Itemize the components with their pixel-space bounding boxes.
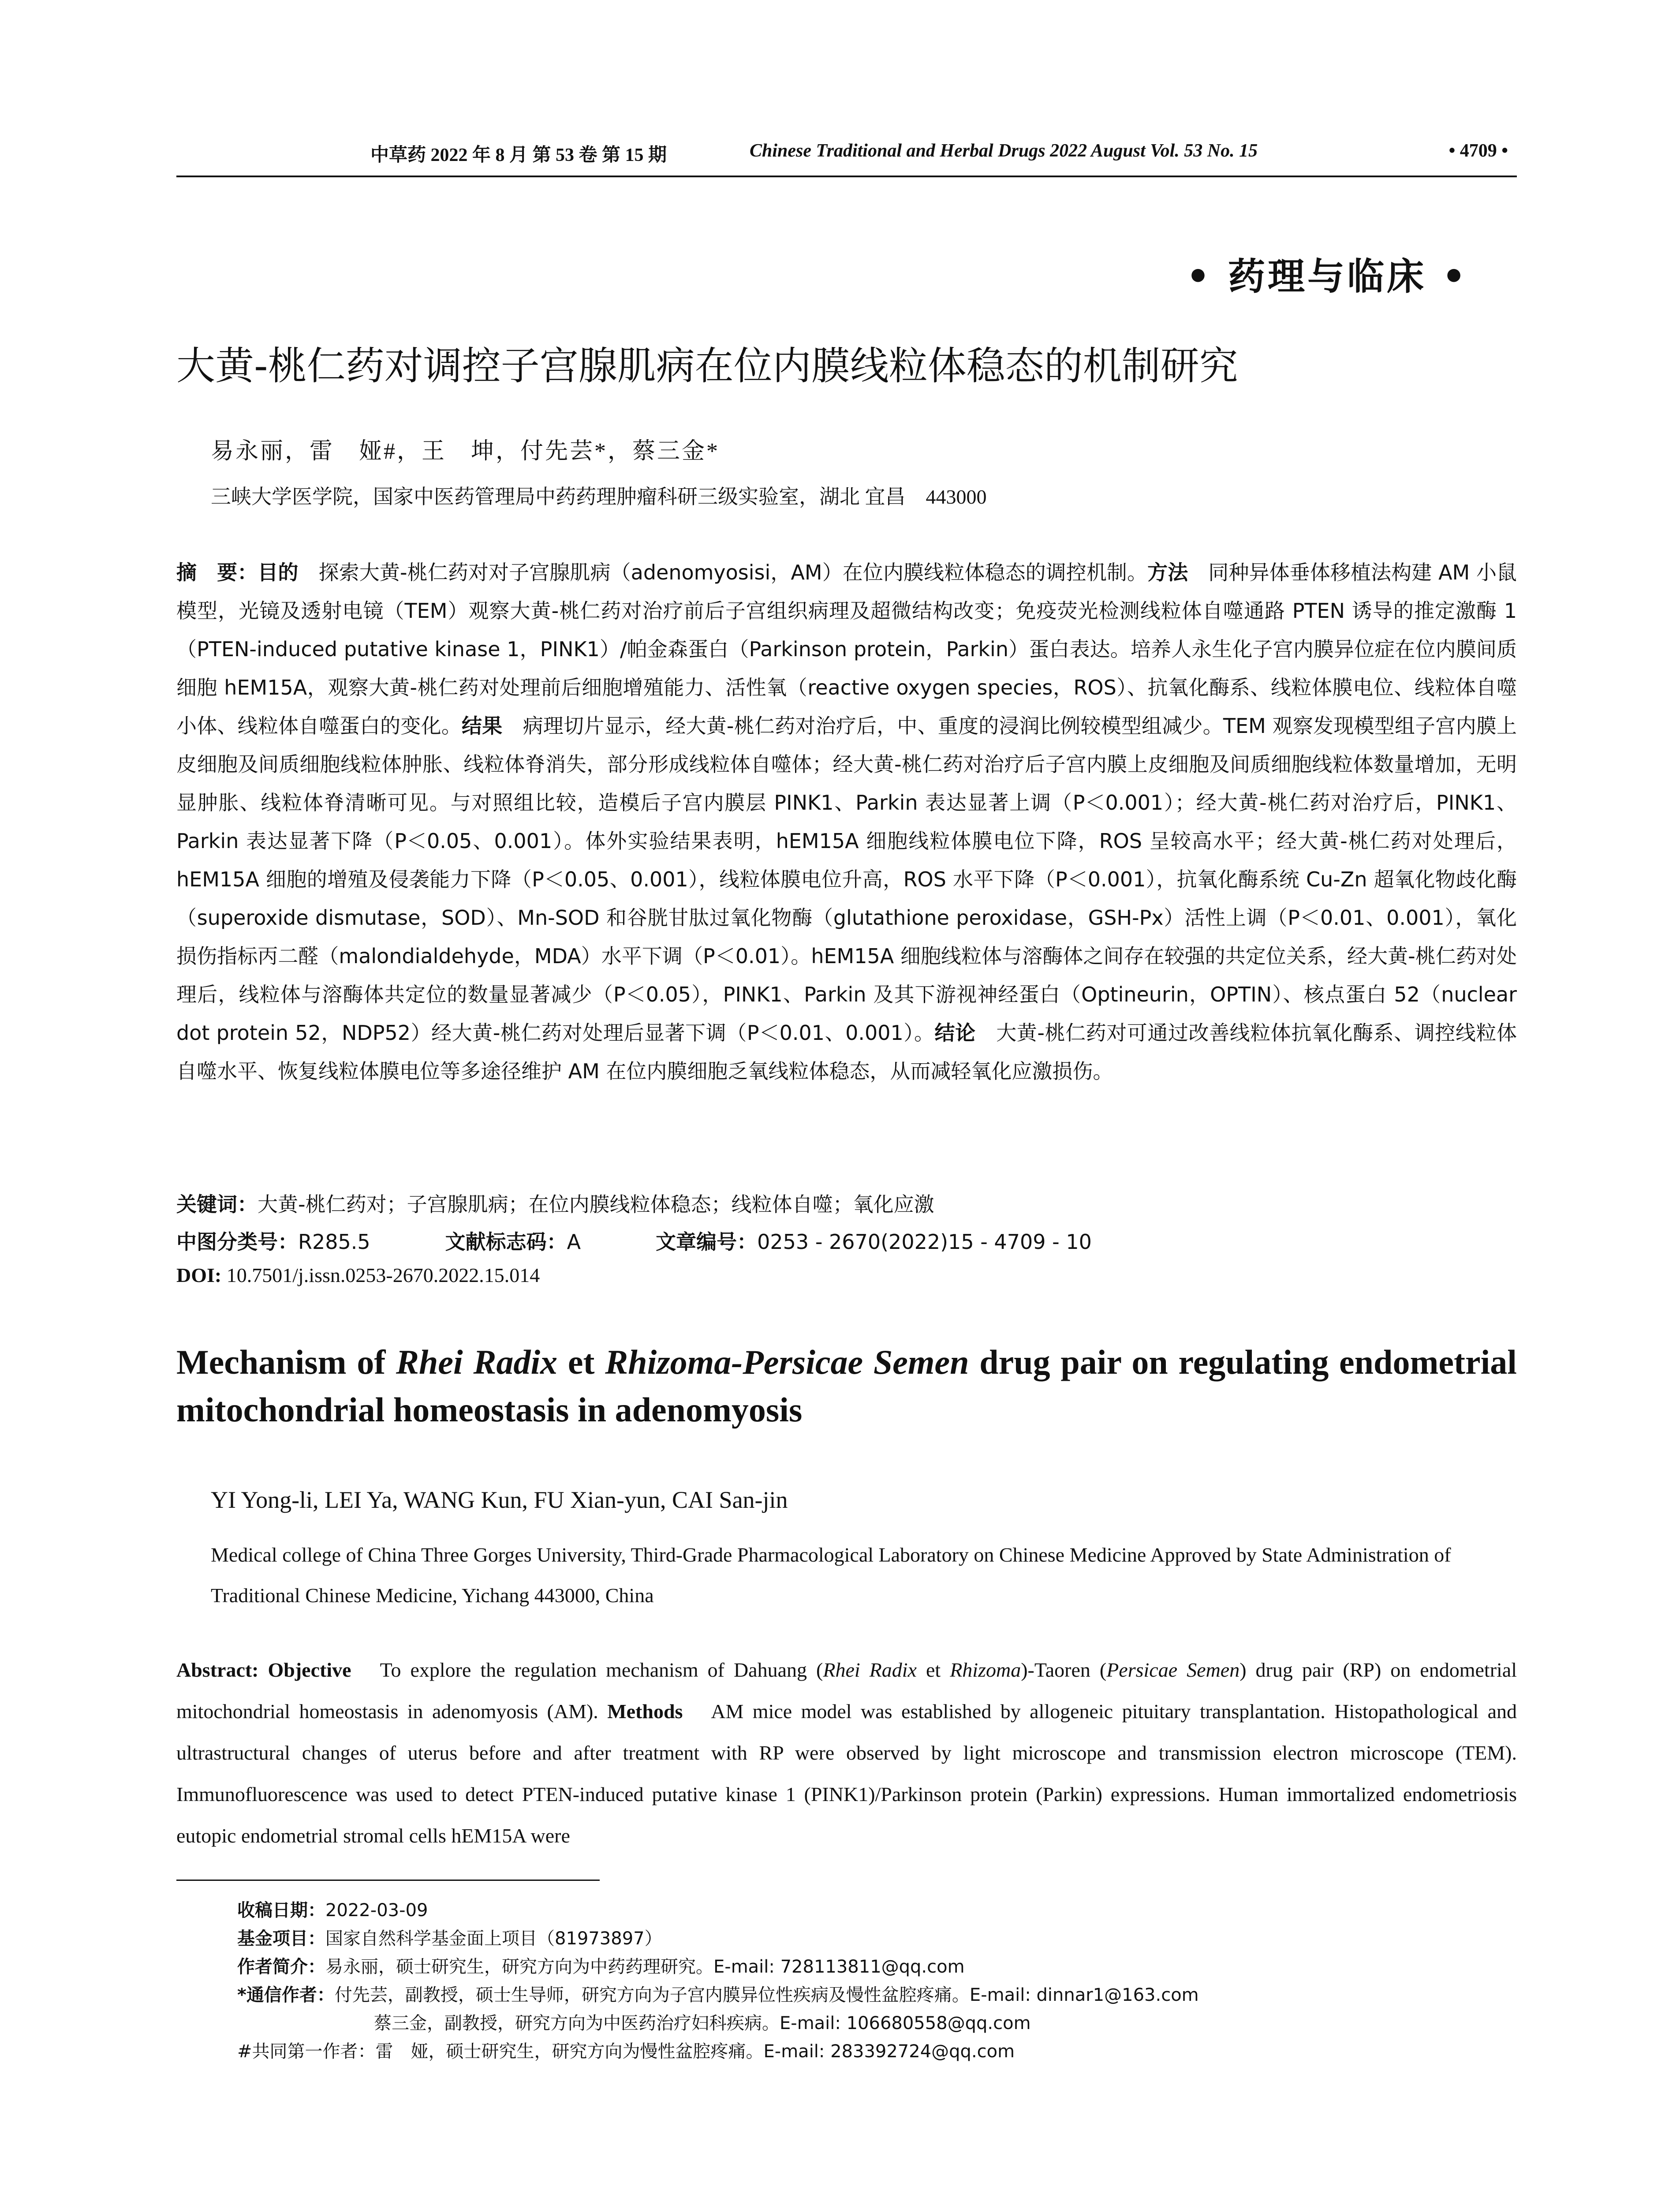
abstract-en-italic2: Rhizoma xyxy=(950,1659,1021,1681)
received-date: 2022-03-09 xyxy=(325,1900,428,1921)
fund-text: 国家自然科学基金面上项目（81973897） xyxy=(325,1928,662,1949)
classification-line xyxy=(176,1226,1092,1255)
header-divider xyxy=(176,176,1517,177)
issue-cn: 2022 年 8 月 第 53 卷 第 15 期 xyxy=(430,145,667,165)
footnotes xyxy=(237,1896,1516,2066)
section-label: • 药理与临床 • xyxy=(1186,254,1468,298)
conclusion-text-cn: 大黄-桃仁药对可通过改善线粒体抗氧化酶系、调控线粒体自噬水平、恢复线粒体膜电位等多途径维护 AM 在位内膜细胞乏氧线粒体稳态，从而减轻氧化应激损伤。 xyxy=(176,1021,1517,1083)
title-en-part2: et xyxy=(557,1343,605,1381)
journal-name-en: Chinese Traditional and Herbal Drugs 2022 August Vol. 53 No. 15 xyxy=(750,141,1258,161)
received-label: 收稿日期： xyxy=(237,1900,325,1921)
page-number: • 4709 • xyxy=(1449,141,1508,161)
abstract-label-cn: 摘 要： xyxy=(176,561,258,584)
clc-value: R285.5 xyxy=(298,1230,370,1254)
title-en-italic2: Rhizoma-Persicae Semen xyxy=(605,1343,969,1381)
abstract-en-text1: To explore the regulation mechanism of Dahuang ( xyxy=(351,1659,823,1681)
objective-label-cn: 目的 xyxy=(258,561,299,584)
doi-label: DOI: xyxy=(176,1264,222,1286)
conclusion-label-cn: 结论 xyxy=(934,1021,976,1045)
methods-text-cn: 同种异体垂体移植法构建 AM 小鼠模型，光镜及透射电镜（TEM）观察大黄-桃仁药对治疗前后子宫组织病理及超微结构改变；免疫荧光检测线粒体自噬通路 PTEN 诱导的推定激酶 1（PTEN-induced putative kinase 1，PINK1）/帕金森蛋白（Parkinson protein，Parkin）蛋白表达。培养人永生化子宫内膜异位症在位内膜间质细胞 hEM15A，观察大黄-桃仁药对处理前后细胞增殖能力、活性氧（reactive oxygen species，ROS）、抗氧化酶系、线粒体膜电位、线粒体自噬小体、线粒体自噬蛋白的变化。 xyxy=(176,561,1517,738)
journal-title-cn: 中草药 xyxy=(370,145,426,165)
running-header xyxy=(176,140,1517,167)
corresponding-author-2: 蔡三金，副教授，研究方向为中医药治疗妇科疾病。E-mail: 106680558@qq.com xyxy=(374,2013,1031,2033)
keywords-text: 大黄-桃仁药对；子宫腺肌病；在位内膜线粒体稳态；线粒体自噬；氧化应激 xyxy=(258,1192,934,1216)
abstract-cn xyxy=(176,553,1517,1091)
results-label-cn: 结果 xyxy=(462,714,503,738)
abstract-en-italic1: Rhei Radix xyxy=(823,1659,917,1681)
abstract-en-italic3: Persicae Semen xyxy=(1106,1659,1240,1681)
abstract-en-text5: AM mice model was established by allogeneic pituitary transplantation. Histopathological and ultrastructural changes of uterus before and after treatment with RP were observed by light microscope and transmission electron microscope (TEM). Immunofluorescence was used to detect PTEN-induced putative kinase 1 (PINK1)/Parkinson protein (Parkin) expressions. Human immortalized endometriosis eutopic endometrial stromal cells hEM15A were xyxy=(176,1700,1517,1847)
keywords-label: 关键词： xyxy=(176,1192,258,1216)
abstract-en-text4: ) drug pair (RP) on endometrial mitochondrial homeostasis in adenomyosis (AM). xyxy=(176,1659,1517,1723)
footnote-received xyxy=(237,1896,1516,1925)
doc-code-value: A xyxy=(567,1230,581,1254)
doi-value[interactable]: 10.7501/j.issn.0253-2670.2022.15.014 xyxy=(226,1264,540,1286)
cofirst-author-text: #共同第一作者：雷 娅，硕士研究生，研究方向为慢性盆腔疼痛。E-mail: 283392724@qq.com xyxy=(237,2041,1015,2062)
title-en-part1: Mechanism of xyxy=(176,1343,396,1381)
footnote-cofirst xyxy=(237,2037,1516,2066)
authors-cn: 易永丽，雷 娅#，王 坤，付先芸*，蔡三金* xyxy=(211,439,720,464)
methods-label-cn: 方法 xyxy=(1147,561,1188,584)
corresponding-author-1: 付先芸，副教授，硕士生导师，研究方向为子宫内膜异位性疾病及慢性盆腔疼痛。E-mail: dinnar1@163.com xyxy=(334,1985,1199,2005)
footnote-author xyxy=(237,1953,1516,1981)
author-bio-text: 易永丽，硕士研究生，研究方向为中药药理研究。E-mail: 728113811@qq.com xyxy=(325,1957,965,1977)
abstract-label-en: Abstract: Objective xyxy=(176,1659,351,1681)
fund-label: 基金项目： xyxy=(237,1928,325,1949)
affiliation-en: Medical college of China Three Gorges University, Third-Grade Pharmacological Laboratory on Chinese Medicine Approved by State Administration of Traditional Chinese Medicine, Yichang 443000, China xyxy=(211,1544,1451,1607)
article-number-value: 0253 - 2670(2022)15 - 4709 - 10 xyxy=(757,1230,1092,1254)
journal-name-cn xyxy=(370,140,667,167)
article-title-cn: 大黄-桃仁药对调控子宫腺肌病在位内膜线粒体稳态的机制研究 xyxy=(176,343,1238,389)
corresponding-label: *通信作者： xyxy=(237,1985,335,2005)
title-en-part3: drug pair on regulating endometrial mitochondrial homeostasis in adenomyosis xyxy=(176,1343,1517,1429)
abstract-en-text2: et xyxy=(916,1659,950,1681)
clc-label: 中图分类号： xyxy=(176,1230,298,1254)
abstract-en-text3: )-Taoren ( xyxy=(1021,1659,1107,1681)
doi-line xyxy=(176,1263,540,1287)
results-text-cn: 病理切片显示，经大黄-桃仁药对治疗后，中、重度的浸润比例较模型组减少。TEM 观察发现模型组子宫内膜上皮细胞及间质细胞线粒体肿胀、线粒体脊消失，部分形成线粒体自噬体；经大黄-桃仁药对治疗后子宫内膜上皮细胞及间质细胞线粒体数量增加，无明显肿胀、线粒体脊清晰可见。与对照组比较，造模后子宫内膜层 PINK1、Parkin 表达显著上调（P＜0.001）；经大黄-桃仁药对治疗后，PINK1、Parkin 表达显著下降（P＜0.05、0.001）。体外实验结果表明，hEM15A 细胞线粒体膜电位下降，ROS 呈较高水平；经大黄-桃仁药对处理后，hEM15A 细胞的增殖及侵袭能力下降（P＜0.05、0.001），线粒体膜电位升高，ROS 水平下降（P＜0.001），抗氧化酶系统 Cu-Zn 超氧化物歧化酶（superoxide dismutase，SOD）、Mn-SOD 和谷胱甘肽过氧化物酶（glutathione peroxidase，GSH-Px）活性上调（P＜0.01、0.001），氧化损伤指标丙二醛（malondialdehyde，MDA）水平下调（P＜0.01）。hEM15A 细胞线粒体与溶酶体之间存在较强的共定位关系，经大黄-桃仁药对处理后，线粒体与溶酶体共定位的数量显著减少（P＜0.05），PINK1、Parkin 及其下游视神经蛋白（Optineurin，OPTIN）、核点蛋白 52（nuclear dot protein 52，NDP52）经大黄-桃仁药对处理后显著下调（P＜0.01、0.001）。 xyxy=(176,714,1517,1045)
article-number-label: 文章编号： xyxy=(656,1230,758,1254)
footnote-corresponding xyxy=(237,1981,1516,2009)
authors-en: YI Yong-li, LEI Ya, WANG Kun, FU Xian-yun, CAI San-jin xyxy=(211,1487,788,1513)
affiliation-cn: 三峡大学医学院，国家中医药管理局中药药理肿瘤科研三级实验室，湖北 宜昌 443000 xyxy=(211,486,987,508)
methods-label-en: Methods xyxy=(607,1700,683,1723)
doc-code-label: 文献标志码： xyxy=(445,1230,567,1254)
keywords-line xyxy=(176,1188,934,1218)
author-bio-label: 作者简介： xyxy=(237,1957,325,1977)
objective-text-cn: 探索大黄-桃仁药对对子宫腺肌病（adenomyosisi，AM）在位内膜线粒体稳态的调控机制。 xyxy=(298,561,1148,584)
article-title-en xyxy=(176,1338,1517,1434)
title-en-italic1: Rhei Radix xyxy=(396,1343,558,1381)
footnote-fund xyxy=(237,1925,1516,1953)
abstract-en xyxy=(176,1649,1517,1857)
footnote-divider xyxy=(176,1880,600,1881)
footnote-corresponding-2 xyxy=(237,2009,1516,2037)
